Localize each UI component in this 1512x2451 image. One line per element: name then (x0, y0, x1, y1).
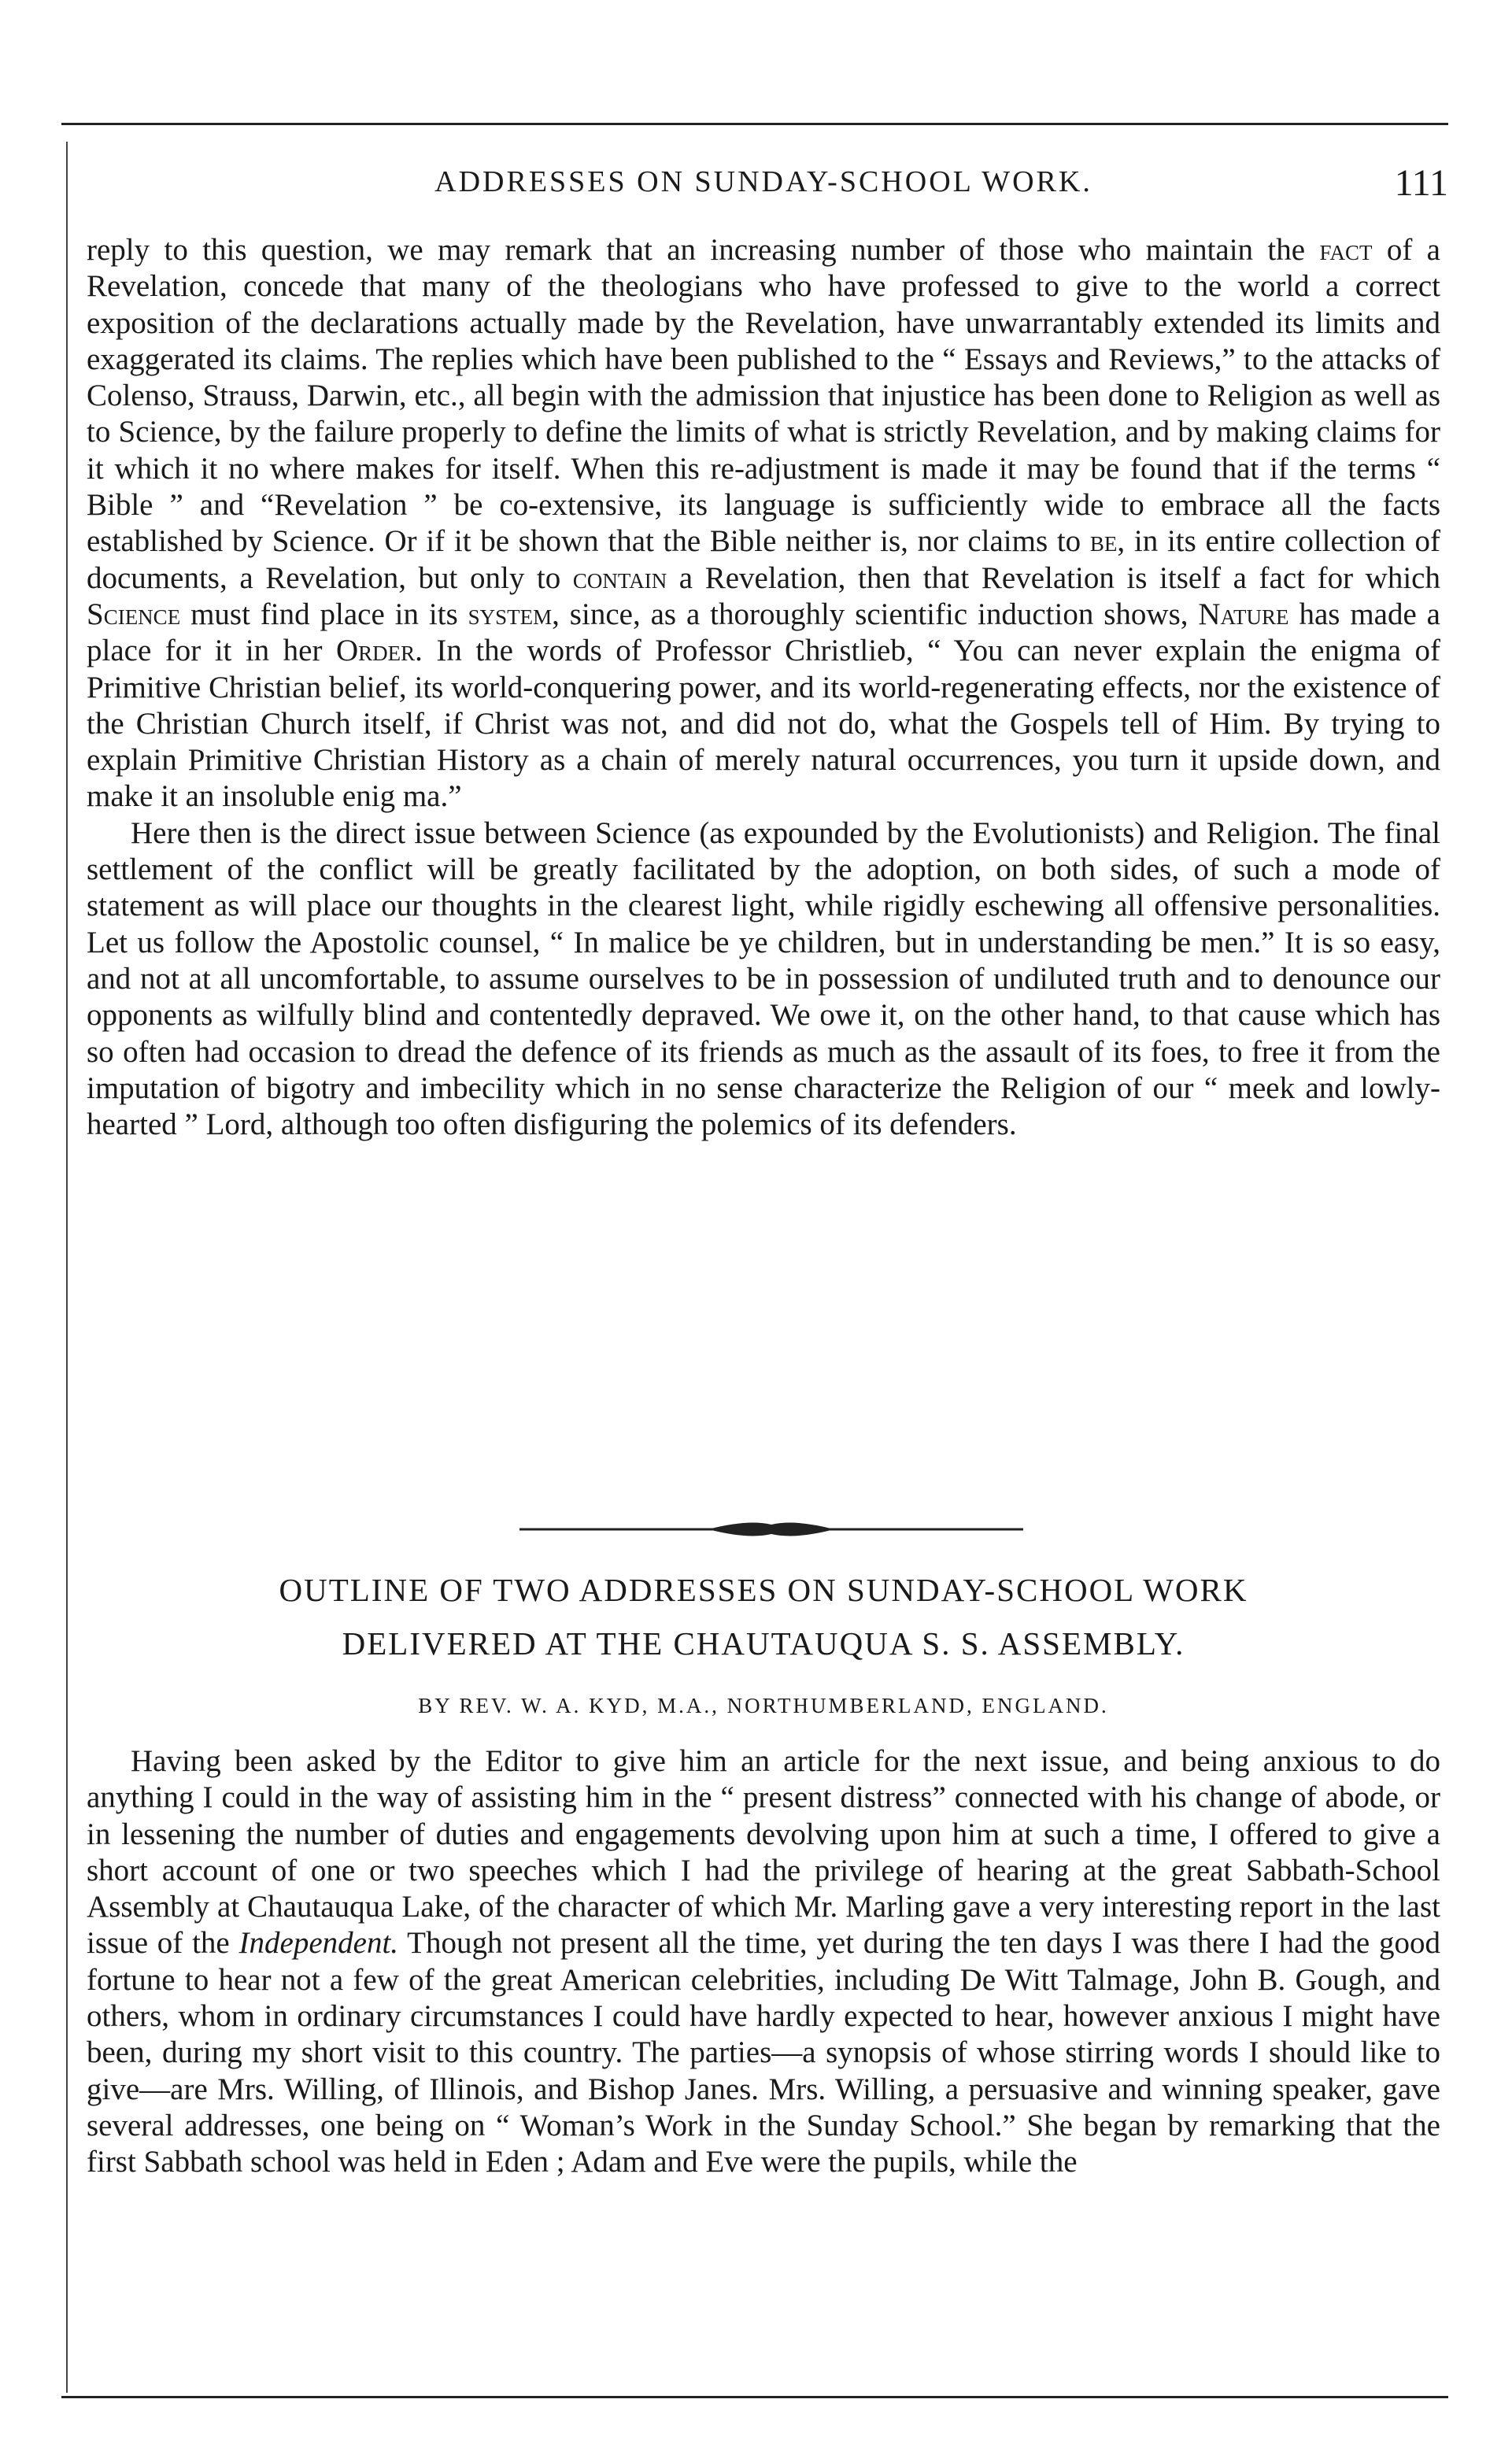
continued-text (87, 232, 1440, 1143)
margin-line (66, 142, 68, 2393)
page-number: 111 (1394, 162, 1448, 204)
small-caps-word: contain (572, 560, 667, 595)
paragraph: Here then is the direct issue between Science (as expounded by the Evolutionists) and Religion. The final settlement of the conflict will be greatly facilitated by the adoption, on both sides, of such a mode of statement as will place our thoughts in the clearest light, while rigidly eschewing all offensive personalities. Let us follow the Apostolic counsel, “ In malice be ye children, but in understanding be men.” It is so easy, and not at all uncomfortable, to assume ourselves to be in possession of undiluted truth and to denounce our opponents as wilfully blind and contentedly depraved. We owe it, on the other hand, to that cause which has so often had occasion to dread the defence of its friends as much as the assault of its foes, to free it from the imputation of bigotry and imbecility which in no sense characterize the Religion of our “ meek and lowly-hearted ” Lord, although too often disfiguring the polemics of its defenders. (87, 815, 1440, 1142)
article-title-line-2: DELIVERED AT THE CHAUTAUQUA S. S. ASSEMBLY. (342, 1625, 1185, 1662)
running-head: ADDRESSES ON SUNDAY-SCHOOL WORK. (434, 165, 1092, 198)
page-header (79, 161, 1448, 209)
article-title-line-1: OUTLINE OF TWO ADDRESSES ON SUNDAY-SCHOOL WORK (279, 1572, 1248, 1608)
section-ornament (519, 1519, 1023, 1540)
small-caps-word: Nature (1198, 597, 1289, 631)
small-caps-word: system (468, 597, 553, 631)
small-caps-word: Science (87, 597, 181, 631)
bottom-rule (61, 2396, 1448, 2398)
small-caps-word: be (1089, 524, 1118, 559)
article-body (87, 1743, 1440, 2181)
paragraph: reply to this question, we may remark that an increasing number of those who maintain the fact of a Revelation, concede that many of the theologians who have professed to give to the world a correct exposition of the declarations actually made by the Revelation, have unwarrantably extended its limits and exaggerated its claims. The replies which have been published to the “ Essays and Reviews,” to the attacks of Colenso, Strauss, Darwin, etc., all begin with the admission that injustice has been done to Religion as well as to Science, by the failure properly to define the limits of what is strictly Revelation, and by making claims for it which it no where makes for itself. When this re-adjustment is made it may be found that if the terms “ Bible ” and “Revelation ” be co-extensive, its language is sufficiently wide to embrace all the facts established by Science. Or if it be shown that the Bible neither is, nor claims to be, in its entire collection of documents, a Revelation, but only to contain a Revelation, then that Revelation is itself a fact for which Science must find place in its system, since, as a thoroughly scientific induction shows, Nature has made a place for it in her Order. In the words of Professor Christlieb, “ You can never explain the enigma of Primitive Christian belief, its world-conquering power, and its world-regenerating effects, nor the existence of the Christian Church itself, if Christ was not, and did not do, what the Gospels tell of Him. By trying to explain Primitive Christian History as a chain of merely natural occurrences, you turn it upside down, and make it an insoluble enig ma.” (87, 233, 1440, 814)
top-rule (61, 123, 1448, 125)
italic-word: Independent. (238, 1926, 399, 1961)
small-caps-word: Order (335, 634, 416, 668)
small-caps-word: fact (1319, 233, 1373, 267)
article-byline: BY REV. W. A. KYD, M.A., NORTHUMBERLAND, ENGLAND. (418, 1694, 1109, 1717)
paragraph: Having been asked by the Editor to give him an article for the next issue, and being anxious to do anything I could in the way of assisting him in the “ present distress” connected with his change of abode, or in lessening the number of duties and engagements devolving upon him at such a time, I offered to give a short account of one or two speeches which I had the privilege of hearing at the great Sabbath-School Assembly at Chautauqua Lake, of the character of which Mr. Marling gave a very interesting report in the last issue of the Independent. Though not present all the time, yet during the ten days I was there I had the good fortune to hear not a few of the great American celebrities, including De Witt Talmage, John B. Gough, and others, whom in ordinary circumstances I could have hardly expected to hear, however anxious I might have been, during my short visit to this country. The parties—a synopsis of whose stirring words I should like to give—are Mrs. Willing, of Illinois, and Bishop Janes. Mrs. Willing, a persuasive and winning speaker, gave several addresses, one being on “ Woman’s Work in the Sunday School.” She began by remarking that the first Sabbath school was held in Eden ; Adam and Eve were the pupils, while the (87, 1744, 1440, 2179)
